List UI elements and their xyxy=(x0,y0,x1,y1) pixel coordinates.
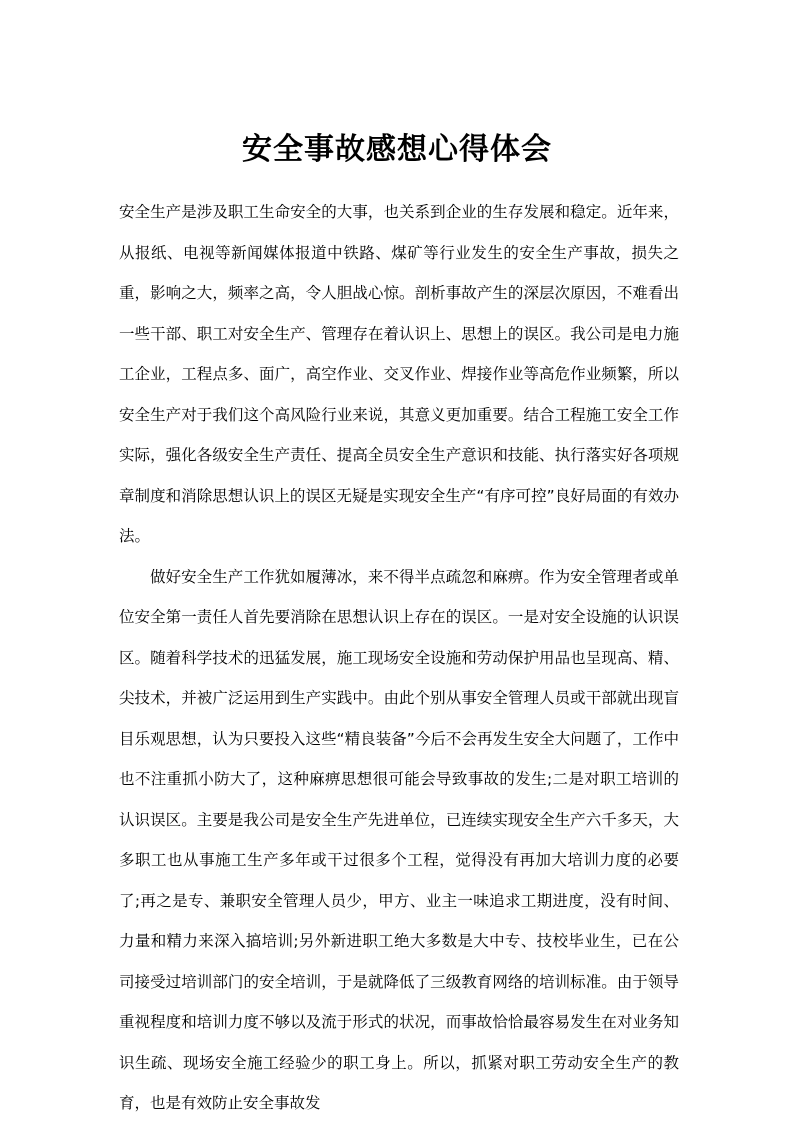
document-title: 安全事故感想心得体会 xyxy=(242,132,552,167)
document-body xyxy=(119,192,679,1124)
paragraph-2: 做好安全生产工作犹如履薄冰，来不得半点疏忽和麻痹。作为安全管理者或单位安全第一责任人首先要消除在思想认识上存在的误区。一是对安全设施的认识误区。随着科学技术的迅猛发展，施工现场安全设施和劳动保护用品也呈现高、精、尖技术，并被广泛运用到生产实践中。由此个别从事安全管理人员或干部就出现盲目乐观思想，认为只要投入这些“精良装备”今后不会再发生安全大问题了，工作中也不注重抓小防大了，这种麻痹思想很可能会导致事故的发生;二是对职工培训的认识误区。主要是我公司是安全生产先进单位，已连续实现安全生产六千多天，大多职工也从事施工生产多年或干过很多个工程，觉得没有再加大培训力度的必要了;再之是专、兼职安全管理人员少，甲方、业主一味追求工期进度，没有时间、力量和精力来深入搞培训;另外新进职工绝大多数是大中专、技校毕业生，已在公司接受过培训部门的安全培训，于是就降低了三级教育网络的培训标准。由于领导重视程度和培训力度不够以及流于形式的状况，而事故恰恰最容易发生在对业务知识生疏、现场安全施工经验少的职工身上。所以，抓紧对职工劳动安全生产的教育，也是有效防止安全事故发 xyxy=(119,567,679,1112)
paragraph-1: 安全生产是涉及职工生命安全的大事，也关系到企业的生存发展和稳定。近年来，从报纸、电视等新闻媒体报道中铁路、煤矿等行业发生的安全生产事故，损失之重，影响之大，频率之高，令人胆战心惊。剖析事故产生的深层次原因，不难看出一些干部、职工对安全生产、管理存在着认识上、思想上的误区。我公司是电力施工企业，工程点多、面广，高空作业、交叉作业、焊接作业等高危作业频繁，所以安全生产对于我们这个高风险行业来说，其意义更加重要。结合工程施工安全工作实际，强化各级安全生产责任、提高全员安全生产意识和技能、执行落实好各项规章制度和消除思想认识上的误区无疑是实现安全生产“有序可控”良好局面的有效办法。 xyxy=(119,203,679,545)
